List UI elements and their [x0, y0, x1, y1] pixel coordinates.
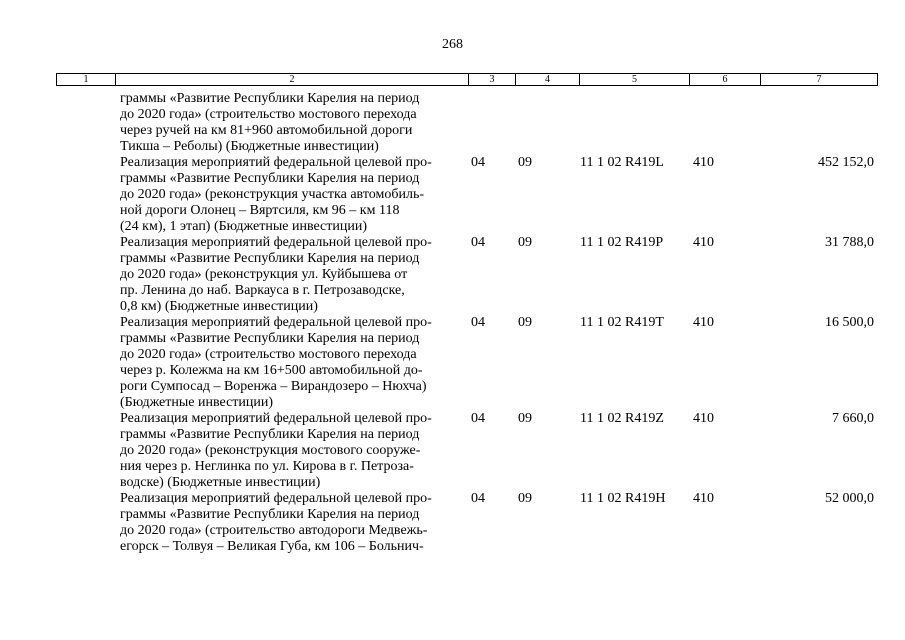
table-row	[0, 315, 905, 411]
row-expense-type: 410	[693, 491, 714, 506]
row-section-code: 04	[471, 491, 485, 506]
row-subsection-code: 09	[518, 411, 532, 426]
table-row	[0, 235, 905, 315]
row-target-article: 11 1 02 R419H	[580, 491, 666, 506]
row-expense-type: 410	[693, 235, 714, 250]
row-expense-type: 410	[693, 315, 714, 330]
row-target-article: 11 1 02 R419L	[580, 155, 664, 170]
row-description: Реализация мероприятий федеральной целевой про- граммы «Развитие Республики Карелия на период до 2020 года» (реконструкция участка автомобиль- ной дороги Олонец – Вяртсиля, км 96 – км 118 (24 км), 1 этап) (Бюджетные инвестиции)	[120, 155, 432, 234]
row-amount: 7 660,0	[832, 411, 874, 426]
header-col-1: 1	[57, 74, 116, 85]
column-number-header	[56, 73, 878, 86]
row-description: Реализация мероприятий федеральной целевой про- граммы «Развитие Республики Карелия на период до 2020 года» (строительство мостового перехода через р. Колежма на км 16+500 автомобильной до- роги Сумпосад – Воренжа – Вирандозеро – Нюхча) (Бюджетные инвестиции)	[120, 315, 432, 410]
budget-table-body	[0, 91, 905, 555]
continuation-description: граммы «Развитие Республики Карелия на период до 2020 года» (строительство мостового перехода через ручей на км 81+960 автомобильной дороги Тикша – Реболы) (Бюджетные инвестиции)	[120, 91, 420, 154]
row-expense-type: 410	[693, 155, 714, 170]
row-amount: 31 788,0	[825, 235, 874, 250]
row-target-article: 11 1 02 R419T	[580, 315, 664, 330]
row-description: Реализация мероприятий федеральной целевой про- граммы «Развитие Республики Карелия на период до 2020 года» (реконструкция мостового сооруже- ния через р. Неглинка по ул. Кирова в г. Петроза- водске) (Бюджетные инвестиции)	[120, 411, 432, 490]
table-row	[0, 491, 905, 555]
header-col-6: 6	[690, 74, 761, 85]
row-subsection-code: 09	[518, 155, 532, 170]
row-section-code: 04	[471, 315, 485, 330]
header-col-4: 4	[516, 74, 580, 85]
header-col-3: 3	[469, 74, 516, 85]
row-section-code: 04	[471, 411, 485, 426]
row-subsection-code: 09	[518, 315, 532, 330]
continuation-row	[0, 91, 905, 155]
page-number: 268	[442, 37, 463, 52]
row-expense-type: 410	[693, 411, 714, 426]
row-target-article: 11 1 02 R419Z	[580, 411, 664, 426]
row-description: Реализация мероприятий федеральной целевой про- граммы «Развитие Республики Карелия на период до 2020 года» (реконструкция ул. Куйбышева от пр. Ленина до наб. Варкауса в г. Петрозаводске, 0,8 км) (Бюджетные инвестиции)	[120, 235, 432, 314]
header-col-2: 2	[116, 74, 469, 85]
row-section-code: 04	[471, 155, 485, 170]
row-target-article: 11 1 02 R419P	[580, 235, 664, 250]
table-row	[0, 411, 905, 491]
row-amount: 452 152,0	[818, 155, 874, 170]
header-col-7: 7	[816, 74, 822, 85]
row-amount: 52 000,0	[825, 491, 874, 506]
row-section-code: 04	[471, 235, 485, 250]
row-subsection-code: 09	[518, 491, 532, 506]
row-subsection-code: 09	[518, 235, 532, 250]
table-row	[0, 155, 905, 235]
header-col-5: 5	[580, 74, 690, 85]
row-description: Реализация мероприятий федеральной целевой про- граммы «Развитие Республики Карелия на период до 2020 года» (строительство автодороги Медвежь- егорск – Толвуя – Великая Губа, км 106 – Больнич-	[120, 491, 432, 554]
row-amount: 16 500,0	[825, 315, 874, 330]
